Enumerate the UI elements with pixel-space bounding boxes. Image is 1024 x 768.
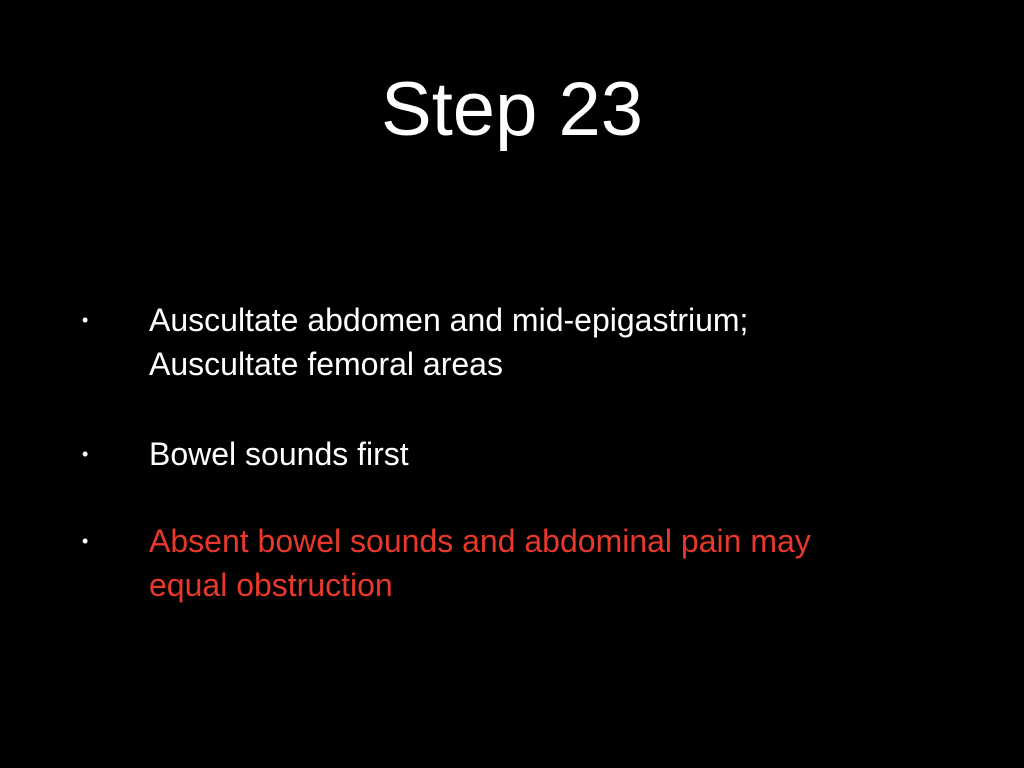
bullet-line: Absent bowel sounds and abdominal pain may bbox=[149, 523, 811, 559]
bullet-text bbox=[149, 298, 979, 386]
bullet-marker: • bbox=[82, 444, 89, 464]
bullet-line: Bowel sounds first bbox=[149, 436, 409, 472]
bullet-line: Auscultate femoral areas bbox=[149, 346, 503, 382]
bullet-line: equal obstruction bbox=[149, 567, 393, 603]
bullet-text-highlighted bbox=[149, 519, 979, 607]
bullet-text bbox=[149, 432, 979, 476]
slide-title: Step 23 bbox=[381, 67, 643, 152]
bullet-line: Auscultate abdomen and mid-epigastrium; bbox=[149, 302, 749, 338]
bullet-marker: • bbox=[82, 531, 89, 551]
bullet-marker: • bbox=[82, 310, 89, 330]
